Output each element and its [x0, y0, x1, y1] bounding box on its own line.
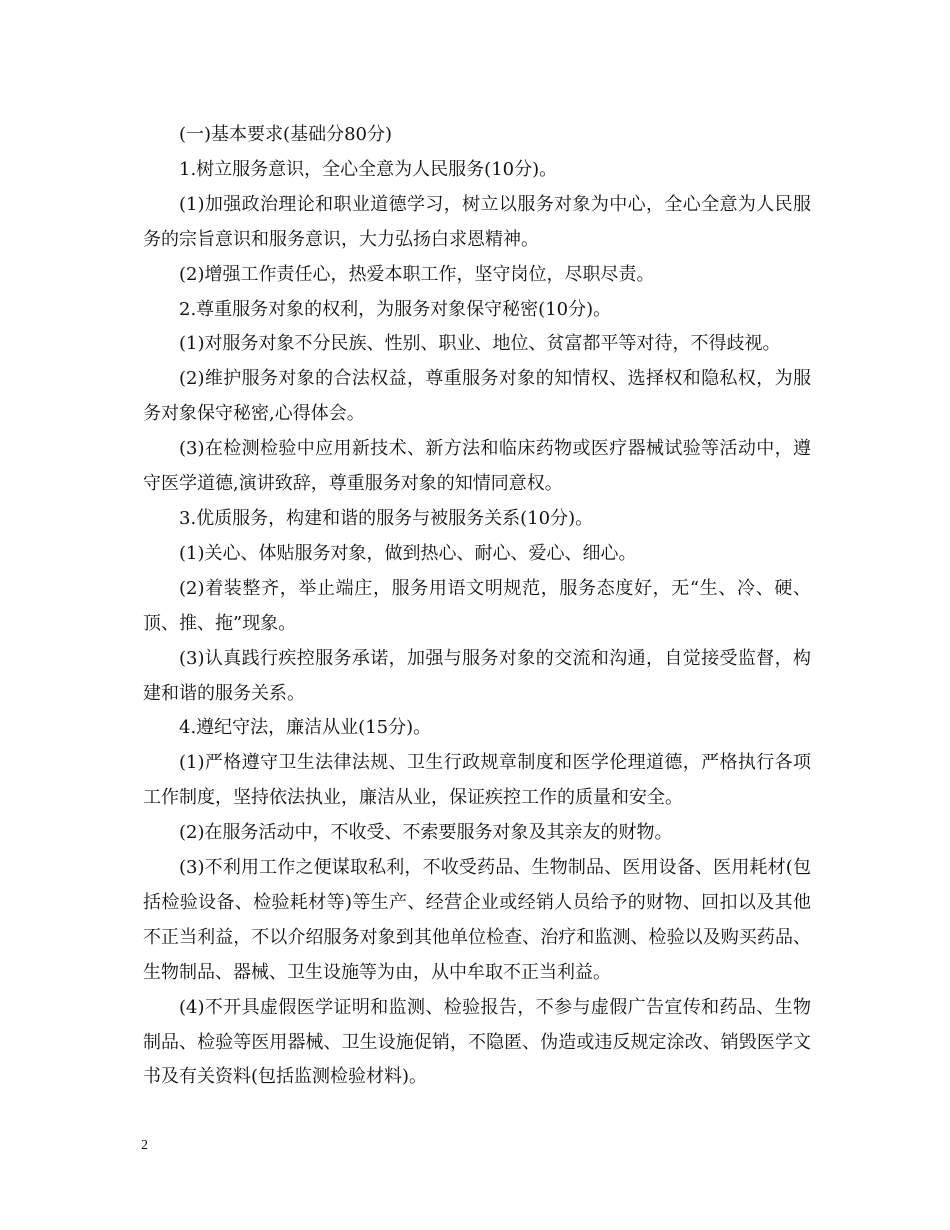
- item-1-sub-2: (2)增强工作责任心，热爱本职工作，坚守岗位，尽职尽责。: [179, 263, 655, 285]
- item-4-sub-1: (1)严格遵守卫生法律法规、卫生行政规章制度和医学伦理道德，严格执行各项工作制度，坚持依法执业，廉洁从业，保证疾控工作的质量和安全。: [143, 752, 811, 809]
- item-4-sub-2: (2)在服务活动中，不收受、不索要服务对象及其亲友的财物。: [179, 822, 673, 844]
- item-2-sub-1: (1)对服务对象不分民族、性别、职业、地位、贫富都平等对待，不得歧视。: [179, 333, 781, 355]
- item-4-sub-3: (3)不利用工作之便谋取私利，不收受药品、生物制品、医用设备、医用耗材(包括检验设备、检验耗材等)等生产、经营企业或经销人员给予的财物、回扣以及其他不正当利益，不以介绍服务对象到其他单位检查、治疗和监测、检验以及购买药品、生物制品、器械、卫生设施等为由，从中牟取不正当利益。: [143, 857, 811, 983]
- item-2-sub-2: (2)维护服务对象的合法权益，尊重服务对象的知情权、选择权和隐私权，为服务对象保守秘密,心得体会。: [143, 368, 811, 425]
- item-1-service-awareness: 1.树立服务意识，全心全意为人民服务(10分)。: [179, 158, 558, 180]
- item-3-sub-3: (3)认真践行疾控服务承诺，加强与服务对象的交流和沟通，自觉接受监督，构建和谐的服务关系。: [143, 647, 811, 704]
- item-1-sub-1: (1)加强政治理论和职业道德学习，树立以服务对象为中心，全心全意为人民服务的宗旨意识和服务意识，大力弘扬白求恩精神。: [143, 193, 811, 250]
- item-2-respect-rights: 2.尊重服务对象的权利，为服务对象保守秘密(10分)。: [179, 298, 612, 320]
- page-number: 2: [141, 1138, 148, 1153]
- item-3-sub-2: (2)着装整齐，举止端庄，服务用语文明规范，服务态度好，无“生、冷、硬、顶、推、拖”现象。: [143, 577, 811, 634]
- item-3-quality-service: 3.优质服务，构建和谐的服务与被服务关系(10分)。: [179, 507, 594, 529]
- document-body: [143, 118, 811, 1095]
- section-heading-basic-requirements: (一)基本要求(基础分80分): [179, 124, 392, 145]
- item-4-sub-4: (4)不开具虚假医学证明和监测、检验报告，不参与虚假广告宣传和药品、生物制品、检验等医用器械、卫生设施促销，不隐匿、伪造或违反规定涂改、销毁医学文书及有关资料(包括监测检验材料)。: [143, 996, 811, 1088]
- item-3-sub-1: (1)关心、体贴服务对象，做到热心、耐心、爱心、细心。: [179, 542, 637, 564]
- item-4-law-integrity: 4.遵纪守法，廉洁从业(15分)。: [179, 717, 432, 739]
- item-2-sub-3: (3)在检测检验中应用新技术、新方法和临床药物或医疗器械试验等活动中，遵守医学道德,演讲致辞，尊重服务对象的知情同意权。: [143, 438, 811, 495]
